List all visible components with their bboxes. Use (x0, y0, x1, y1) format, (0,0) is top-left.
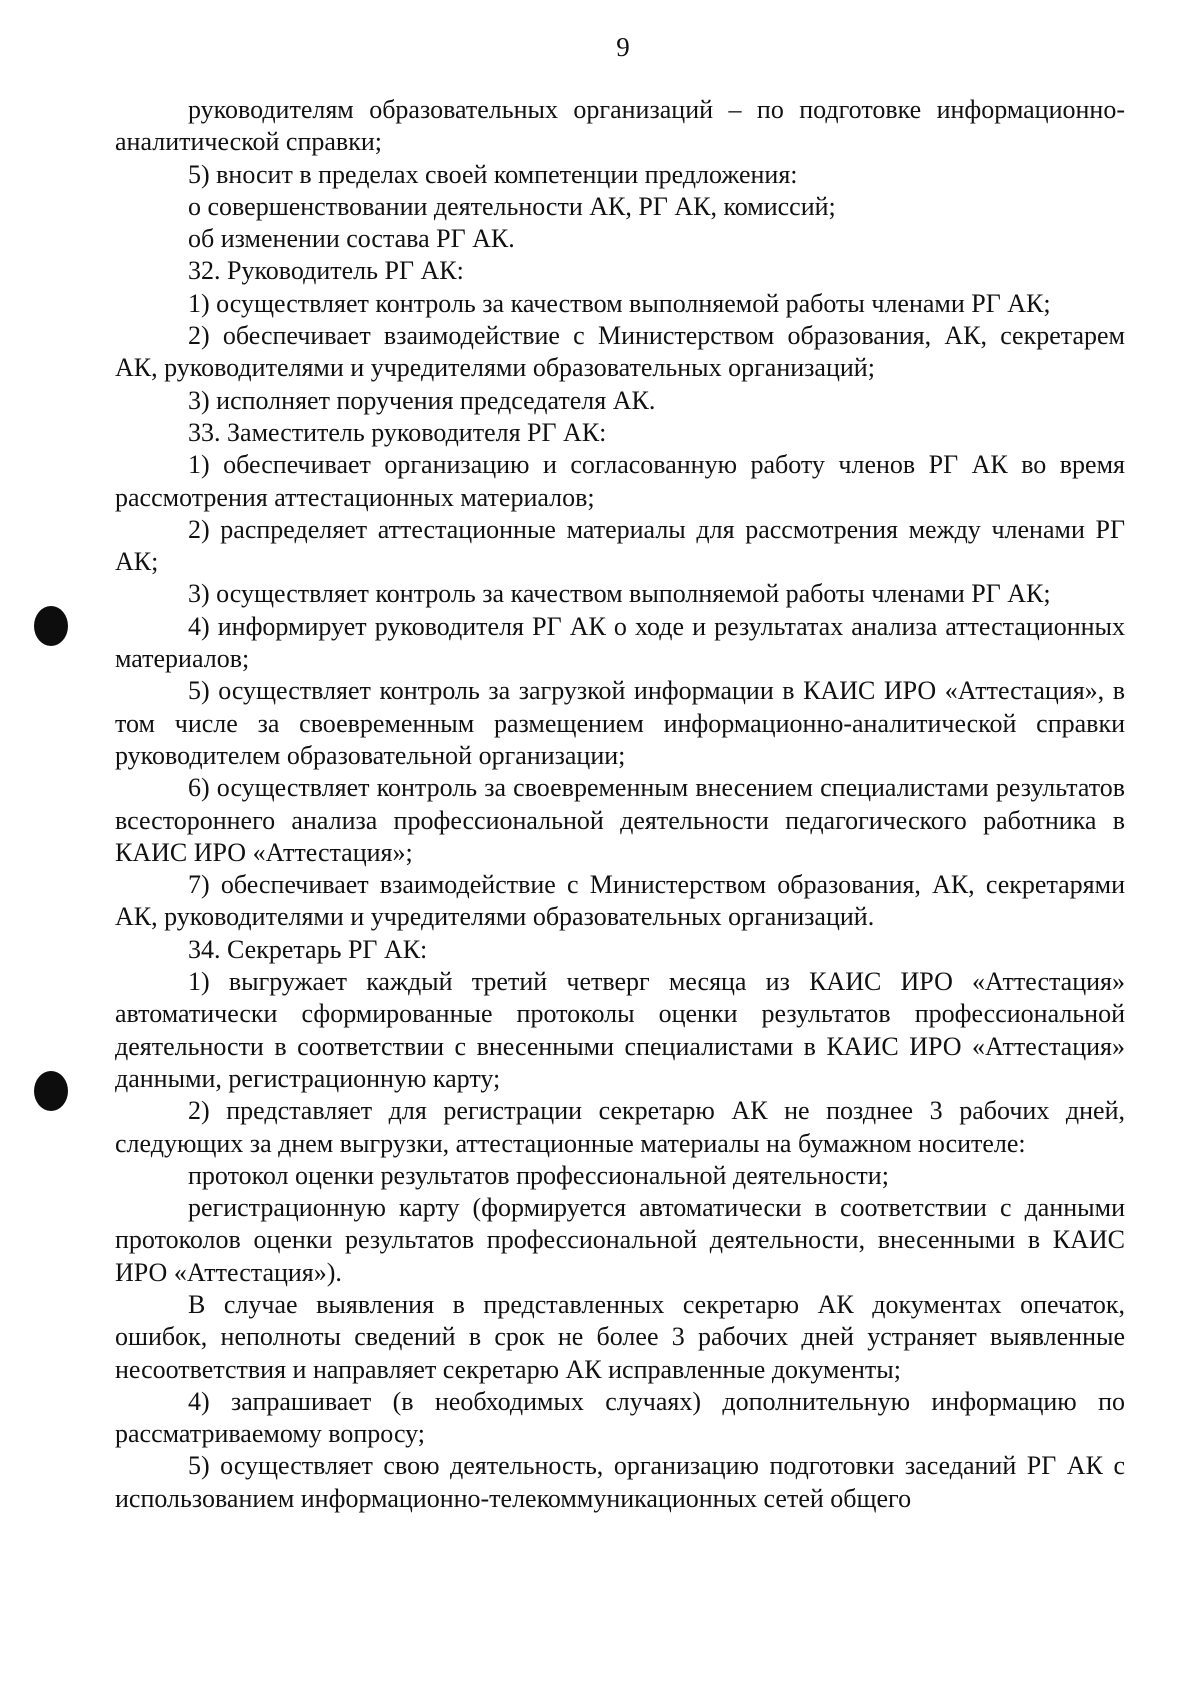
paragraph: 1) обеспечивает организацию и согласованную работу членов РГ АК во время рассмотрения аттестационных материалов; (115, 450, 1125, 512)
punch-hole-mark (34, 1071, 68, 1111)
paragraph: об изменении состава РГ АК. (188, 224, 515, 254)
paragraph: 2) распределяет аттестационные материалы для рассмотрения между членами РГ АК; (115, 514, 1125, 577)
section-heading: 33. Заместитель руководителя РГ АК: (188, 417, 607, 447)
paragraph: 1) выгружает каждый третий четверг месяца из КАИС ИРО «Аттестация» автоматически сформированные протоколы оценки результатов профессиональной деятельности в соответствии с внесенными специалистами в КАИС ИРО «Аттестация» данными, регистрационную карту; (115, 967, 1125, 1093)
paragraph: 5) осуществляет контроль за загрузкой информации в КАИС ИРО «Аттестация», в том числе за своевременным размещением информационно-аналитической справки руководителем образовательной организации; (115, 676, 1125, 770)
paragraph: руководителям образовательных организаций – по подготовке информационно-аналитической справки; (115, 95, 1125, 157)
section-heading: 34. Секретарь РГ АК: (188, 934, 428, 964)
section-heading: 32. Руководитель РГ АК: (188, 256, 464, 286)
paragraph: 5) осуществляет свою деятельность, организацию подготовки заседаний РГ АК с использованием информационно-телекоммуникационных сетей общего (115, 1451, 1125, 1513)
document-body (115, 94, 1125, 1515)
paragraph: 3) исполняет поручения председателя АК. (188, 385, 656, 415)
paragraph: 2) представляет для регистрации секретарю АК не позднее 3 рабочих дней, следующих за днем выгрузки, аттестационные материалы на бумажном носителе: (115, 1096, 1125, 1158)
paragraph: 2) обеспечивает взаимодействие с Министерством образования, АК, секретарем АК, руководителями и учредителями образовательных организаций; (115, 321, 1125, 383)
paragraph: о совершенствовании деятельности АК, РГ АК, комиссий; (188, 191, 836, 221)
paragraph: 4) запрашивает (в необходимых случаях) дополнительную информацию по рассматриваемому вопросу; (115, 1386, 1125, 1449)
paragraph: протокол оценки результатов профессиональной деятельности; (188, 1160, 889, 1190)
paragraph: В случае выявления в представленных секретарю АК документах опечаток, ошибок, неполноты сведений в срок не более 3 рабочих дней устраняет выявленные несоответствия и направляет секретарю АК исправленные документы; (115, 1289, 1125, 1384)
paragraph: 5) вносит в пределах своей компетенции предложения: (188, 159, 798, 189)
paragraph: 7) обеспечивает взаимодействие с Министерством образования, АК, секретарями АК, руководителями и учредителями образовательных организаций. (115, 870, 1125, 932)
paragraph: 1) осуществляет контроль за качеством выполняемой работы членами РГ АК; (188, 288, 1051, 318)
paragraph: регистрационную карту (формируется автоматически в соответствии с данными протоколов оценки результатов профессиональной деятельности, внесенными в КАИС ИРО «Аттестация»). (115, 1193, 1125, 1287)
punch-hole-mark (34, 606, 68, 646)
paragraph: 3) осуществляет контроль за качеством выполняемой работы членами РГ АК; (188, 579, 1051, 609)
paragraph: 4) информирует руководителя РГ АК о ходе и результатах анализа аттестационных материалов; (115, 611, 1125, 674)
paragraph: 6) осуществляет контроль за своевременным внесением специалистами результатов всестороннего анализа профессиональной деятельности педагогического работника в КАИС ИРО «Аттестация»; (115, 773, 1125, 867)
page-number: 9 (616, 32, 630, 62)
